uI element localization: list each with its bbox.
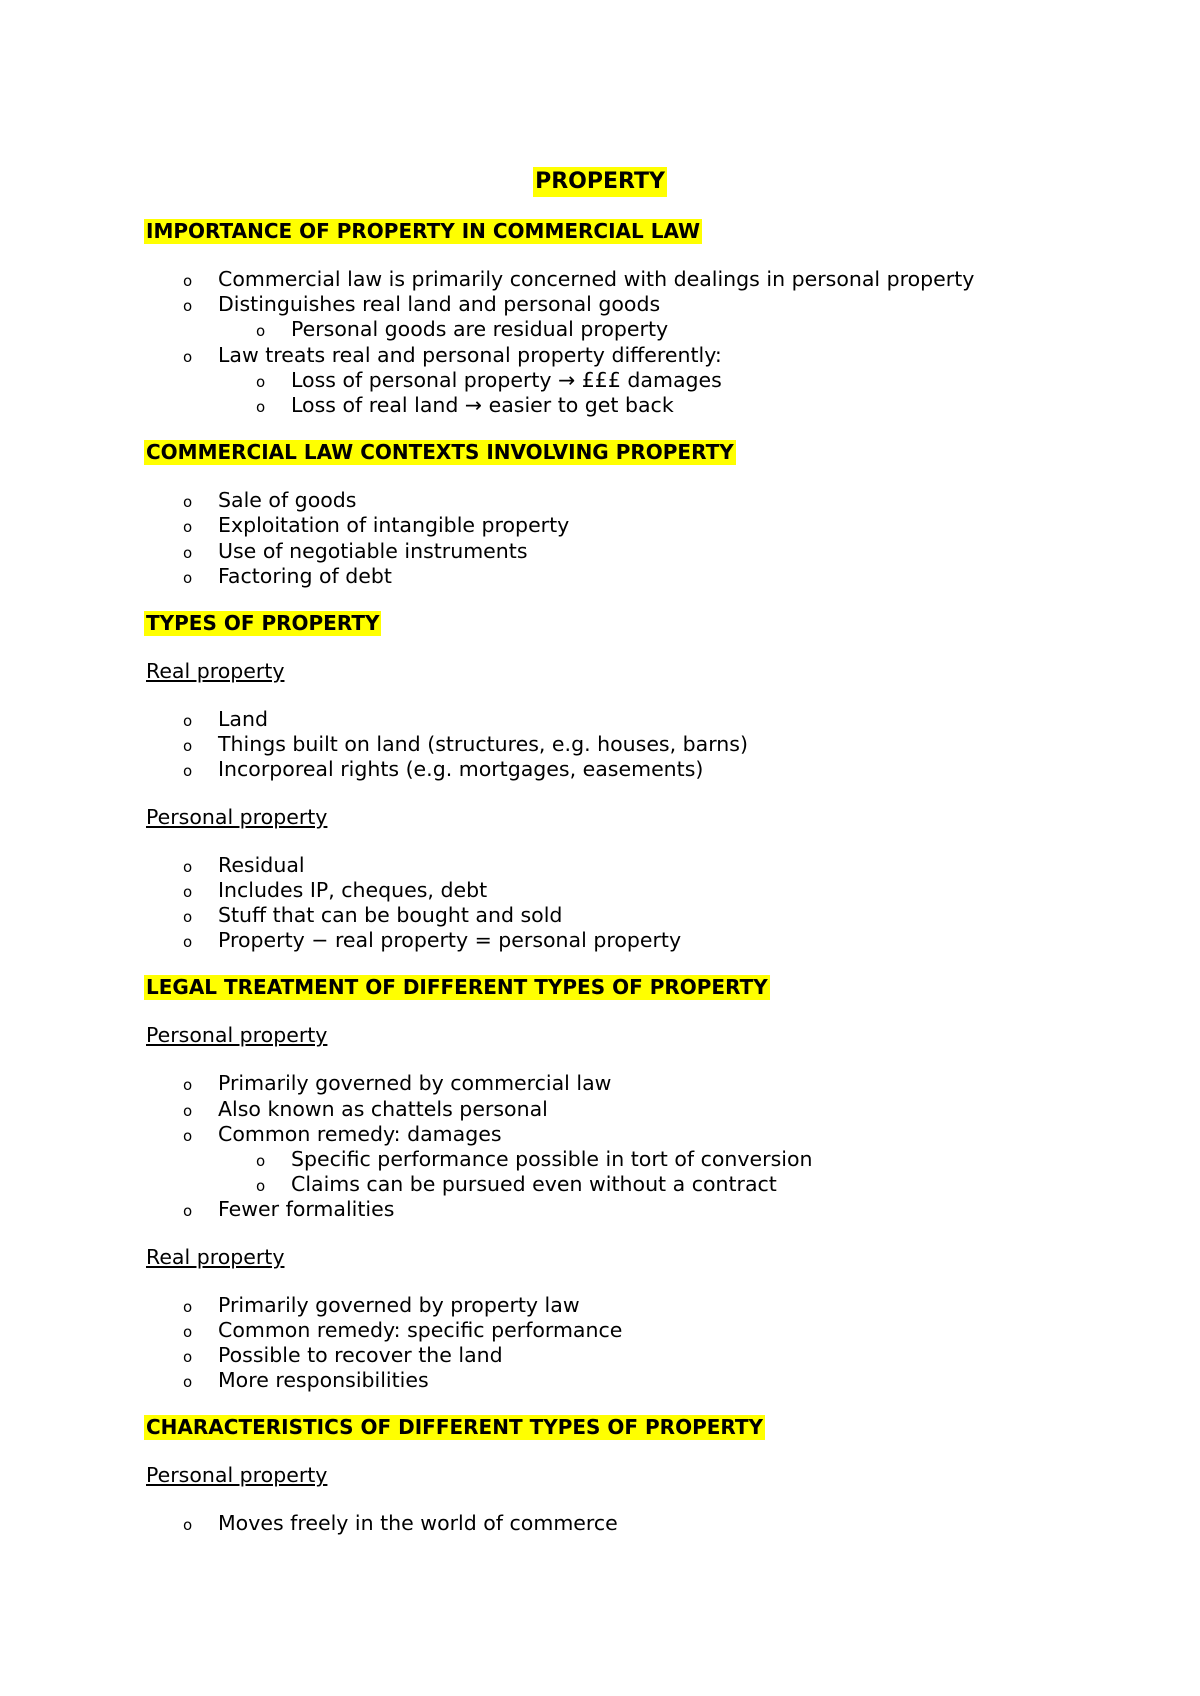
- section-heading: CHARACTERISTICS OF DIFFERENT TYPES OF PROPERTY: [146, 1415, 764, 1440]
- list-item: o Claims can be pursued even without a contract: [146, 1172, 1146, 1197]
- subheading-personal-property: Personal property: [146, 1023, 328, 1048]
- list-item: o Personal goods are residual property: [146, 317, 1146, 342]
- list-item: o Loss of real land → easier to get back: [146, 393, 1146, 418]
- list-item: o Things built on land (structures, e.g. houses, barns): [146, 732, 1146, 757]
- bullet-icon: o: [183, 737, 193, 756]
- section-characteristics: [146, 1415, 1146, 1536]
- bullet-list: [146, 1511, 1146, 1536]
- section-contexts: [146, 440, 1146, 589]
- bullet-icon: o: [183, 1126, 193, 1145]
- bullet-icon: o: [183, 857, 193, 876]
- list-item: o Incorporeal rights (e.g. mortgages, easements): [146, 757, 1146, 782]
- bullet-icon: o: [183, 712, 193, 731]
- bullet-icon: o: [183, 347, 193, 366]
- list-item: o Commercial law is primarily concerned with dealings in personal property: [146, 267, 1146, 292]
- section-types: [146, 611, 1146, 953]
- bullet-icon: o: [183, 908, 193, 927]
- list-item: o Loss of personal property → £££ damages: [146, 368, 1146, 393]
- list-item: o Moves freely in the world of commerce: [146, 1511, 1146, 1536]
- bullet-icon: o: [183, 1101, 193, 1120]
- bullet-icon: o: [183, 1373, 193, 1392]
- subheading-real-property: Real property: [146, 659, 285, 684]
- section-heading: COMMERCIAL LAW CONTEXTS INVOLVING PROPERTY: [146, 440, 734, 465]
- list-item: o Primarily governed by property law: [146, 1293, 1146, 1318]
- list-item: o Also known as chattels personal: [146, 1097, 1146, 1122]
- bullet-icon: o: [183, 493, 193, 512]
- list-item: o Land: [146, 707, 1146, 732]
- section-legal-treatment: [146, 975, 1146, 1393]
- bullet-icon: o: [183, 297, 193, 316]
- document-body: [146, 219, 1146, 1537]
- section-heading: IMPORTANCE OF PROPERTY IN COMMERCIAL LAW: [146, 219, 701, 243]
- section-importance: [146, 219, 1146, 418]
- bullet-icon: o: [183, 1202, 193, 1221]
- bullet-list: [146, 1293, 1146, 1394]
- list-item: o More responsibilities: [146, 1368, 1146, 1393]
- list-item: o Includes IP, cheques, debt: [146, 878, 1146, 903]
- section-heading: TYPES OF PROPERTY: [146, 611, 380, 636]
- document-title: PROPERTY: [533, 167, 667, 197]
- bullet-icon: o: [183, 1516, 193, 1535]
- list-item: o Law treats real and personal property differently:: [146, 343, 1146, 368]
- bullet-icon: o: [183, 1297, 193, 1316]
- list-item: o Use of negotiable instruments: [146, 539, 1146, 564]
- list-item: o Common remedy: damages: [146, 1122, 1146, 1147]
- bullet-icon: o: [183, 272, 193, 290]
- bullet-icon: o: [183, 543, 193, 562]
- bullet-icon: o: [183, 568, 193, 587]
- subheading-personal-property: Personal property: [146, 1463, 328, 1488]
- bullet-list: [146, 267, 1146, 418]
- bullet-icon: o: [256, 372, 266, 391]
- list-item: o Exploitation of intangible property: [146, 513, 1146, 538]
- bullet-list: [146, 1071, 1146, 1222]
- list-item: o Sale of goods: [146, 488, 1146, 513]
- subheading-personal-property: Personal property: [146, 804, 328, 829]
- list-item: o Stuff that can be bought and sold: [146, 903, 1146, 928]
- bullet-icon: o: [183, 1348, 193, 1367]
- list-item: o Property − real property = personal property: [146, 928, 1146, 953]
- bullet-icon: o: [183, 762, 193, 781]
- bullet-icon: o: [256, 398, 266, 417]
- bullet-icon: o: [183, 882, 193, 901]
- list-item: o Fewer formalities: [146, 1197, 1146, 1222]
- list-item: o Primarily governed by commercial law: [146, 1071, 1146, 1096]
- bullet-icon: o: [183, 518, 193, 537]
- bullet-list: [146, 853, 1146, 954]
- list-item: o Possible to recover the land: [146, 1343, 1146, 1368]
- bullet-icon: o: [183, 1076, 193, 1095]
- bullet-list: [146, 707, 1146, 783]
- subheading-real-property: Real property: [146, 1244, 285, 1269]
- list-item: o Common remedy: specific performance: [146, 1318, 1146, 1343]
- bullet-icon: o: [256, 1152, 266, 1171]
- bullet-list: [146, 488, 1146, 589]
- bullet-icon: o: [256, 322, 266, 341]
- list-item: o Residual: [146, 853, 1146, 878]
- bullet-icon: o: [183, 1322, 193, 1341]
- bullet-icon: o: [183, 933, 193, 952]
- list-item: o Distinguishes real land and personal goods: [146, 292, 1146, 317]
- section-heading: LEGAL TREATMENT OF DIFFERENT TYPES OF PROPERTY: [146, 975, 768, 1000]
- list-item: o Factoring of debt: [146, 564, 1146, 589]
- list-item: o Specific performance possible in tort of conversion: [146, 1147, 1146, 1172]
- title-wrap: [0, 167, 1200, 197]
- bullet-icon: o: [256, 1177, 266, 1196]
